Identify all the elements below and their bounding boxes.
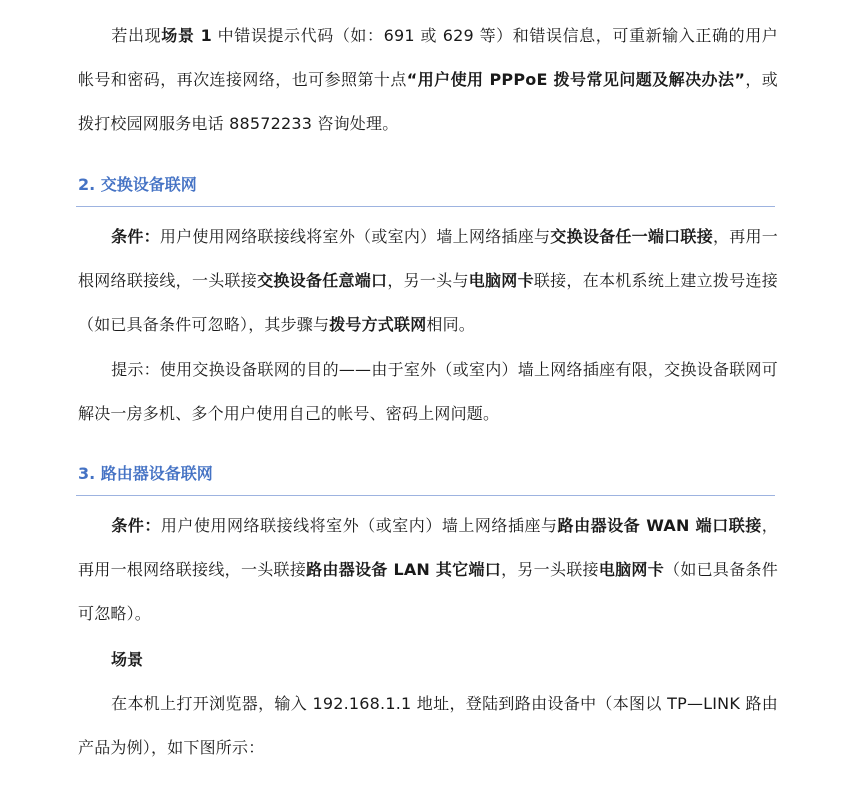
- intro-text-2: 中错误提示代码（如：691 或 629 等）和错误信息，可重新输入正确的用户帐号和密码，再次连接网络，也可参照第十点: [78, 26, 778, 89]
- intro-bold-scene: 场景 1: [161, 26, 212, 45]
- s3-cond-g: （如已具备条件可忽略）。: [78, 560, 778, 623]
- s3-cond-b: 路由器设备 WAN 端口联接: [557, 516, 762, 535]
- s3-cond-f: 电脑网卡: [598, 560, 665, 579]
- scene-paragraph: [78, 682, 778, 770]
- s2-cond-a: 用户使用网络联接线将室外（或室内）墙上网络插座与: [159, 227, 551, 246]
- s2-cond-d: 交换设备任意端口: [257, 271, 388, 290]
- s3-cond-c: ，再用一根网络联接线，一头联接: [78, 516, 778, 579]
- section-2-condition: [78, 215, 778, 347]
- intro-paragraph: [78, 14, 778, 146]
- s2-cond-label: 条件：: [111, 227, 160, 246]
- s2-tip-text: 提示：使用交换设备联网的目的——由于室外（或室内）墙上网络插座有限，交换设备联网可解决一房多机、多个用户使用自己的帐号、密码上网问题。: [78, 360, 778, 423]
- section-3-rule: [76, 495, 775, 496]
- s2-cond-e: ，另一头与: [387, 271, 469, 290]
- intro-bold-faq: “用户使用 PPPoE 拨号常见问题及解决办法”: [406, 70, 746, 89]
- section-3-condition: [78, 504, 778, 636]
- s2-cond-g: 联接，在本机系统上建立拨号连接（如已具备条件可忽略），其步骤与: [78, 271, 778, 334]
- section-3-heading: 3. 路由器设备联网: [78, 464, 213, 483]
- intro-text-1: 若出现: [111, 26, 162, 45]
- s2-cond-h: 拨号方式联网: [329, 315, 427, 334]
- s3-cond-a: 用户使用网络联接线将室外（或室内）墙上网络插座与: [160, 516, 558, 535]
- section-2-rule: [76, 206, 775, 207]
- s2-cond-f: 电脑网卡: [468, 271, 534, 290]
- section-2-heading: 2. 交换设备联网: [78, 175, 197, 194]
- s3-cond-d: 路由器设备 LAN 其它端口: [306, 560, 502, 579]
- s2-cond-i: 相同。: [426, 315, 476, 334]
- s3-cond-e: ，另一头联接: [501, 560, 599, 579]
- s2-cond-b: 交换设备任一端口联接: [550, 227, 713, 246]
- intro-text-3: ，或拨打校园网服务电话 88572233 咨询处理。: [78, 70, 779, 133]
- section-2-tip: [78, 348, 778, 436]
- s3-cond-label: 条件：: [111, 516, 161, 535]
- scene-label: 场景: [111, 650, 144, 669]
- s2-cond-c: ，再用一根网络联接线，一头联接: [78, 227, 778, 290]
- scene-text: 在本机上打开浏览器，输入 192.168.1.1 地址，登陆到路由设备中（本图以 TP—LINK 路由产品为例），如下图所示：: [78, 694, 778, 757]
